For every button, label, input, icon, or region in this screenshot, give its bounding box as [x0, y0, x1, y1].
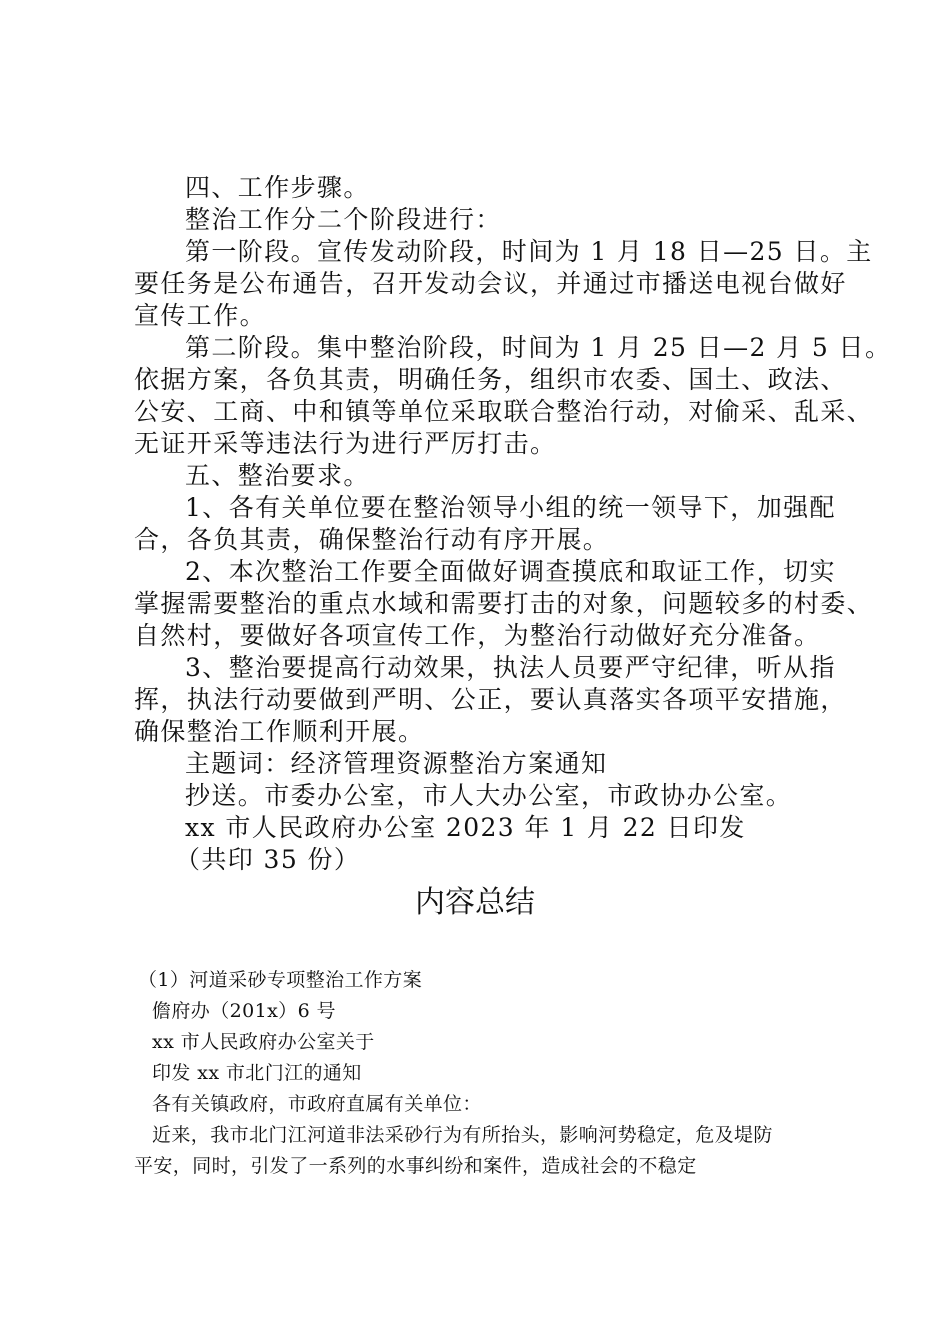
section-heading-work-steps: 四、工作步骤。: [185, 173, 370, 202]
paragraph-line: 自然村，要做好各项宣传工作，为整治行动做好充分准备。: [134, 621, 821, 650]
summary-title: 内容总结: [415, 885, 535, 920]
summary-line: 近来，我市北门江河道非法采砂行为有所抬头，影响河势稳定，危及堤防: [152, 1124, 773, 1146]
paragraph-line: 无证开采等违法行为进行严厉打击。: [134, 429, 557, 458]
paragraph-line: 整治工作分二个阶段进行：: [185, 205, 502, 234]
issue-date-line: xx 市人民政府办公室 2023 年 1 月 22 日印发: [185, 813, 746, 842]
subject-words: 主题词：经济管理资源整治方案通知: [185, 749, 608, 778]
paragraph-line: 宣传工作。: [134, 301, 267, 330]
paragraph-line: 2、本次整治工作要全面做好调查摸底和取证工作，切实: [185, 557, 836, 586]
copy-to-line: 抄送。市委办公室，市人大办公室，市政协办公室。: [185, 781, 793, 810]
paragraph-line: 依据方案，各负其责，明确任务，组织市农委、国土、政法、: [134, 365, 847, 394]
print-count-line: （共印 35 份）: [175, 845, 361, 874]
paragraph-line: 掌握需要整治的重点水域和需要打击的对象，问题较多的村委、: [134, 589, 874, 618]
summary-line: 平安，同时，引发了一系列的水事纠纷和案件，造成社会的不稳定: [134, 1155, 697, 1177]
summary-line: 各有关镇政府，市政府直属有关单位：: [152, 1093, 482, 1115]
paragraph-line: 要任务是公布通告，召开发动会议，并通过市播送电视台做好: [134, 269, 847, 298]
paragraph-line: 公安、工商、中和镇等单位采取联合整治行动，对偷采、乱采、: [134, 397, 874, 426]
paragraph-line: 合，各负其责，确保整治行动有序开展。: [134, 525, 610, 554]
section-heading-requirements: 五、整治要求。: [185, 461, 370, 490]
paragraph-line: 1、各有关单位要在整治领导小组的统一领导下，加强配: [185, 493, 836, 522]
summary-line: 儋府办（201x）6 号: [152, 1000, 336, 1022]
summary-line: （1）河道采砂专项整治工作方案: [138, 969, 423, 991]
paragraph-line: 挥，执法行动要做到严明、公正，要认真落实各项平安措施，: [134, 685, 847, 714]
paragraph-line: 确保整治工作顺利开展。: [134, 717, 425, 746]
paragraph-line: 第一阶段。宣传发动阶段，时间为 1 月 18 日—25 日。主: [185, 237, 873, 266]
summary-line: 印发 xx 市北门江的通知: [152, 1062, 362, 1084]
summary-line: xx 市人民政府办公室关于: [152, 1031, 375, 1053]
paragraph-line: 第二阶段。集中整治阶段，时间为 1 月 25 日—2 月 5 日。: [185, 333, 892, 362]
paragraph-line: 3、整治要提高行动效果，执法人员要严守纪律，听从指: [185, 653, 836, 682]
